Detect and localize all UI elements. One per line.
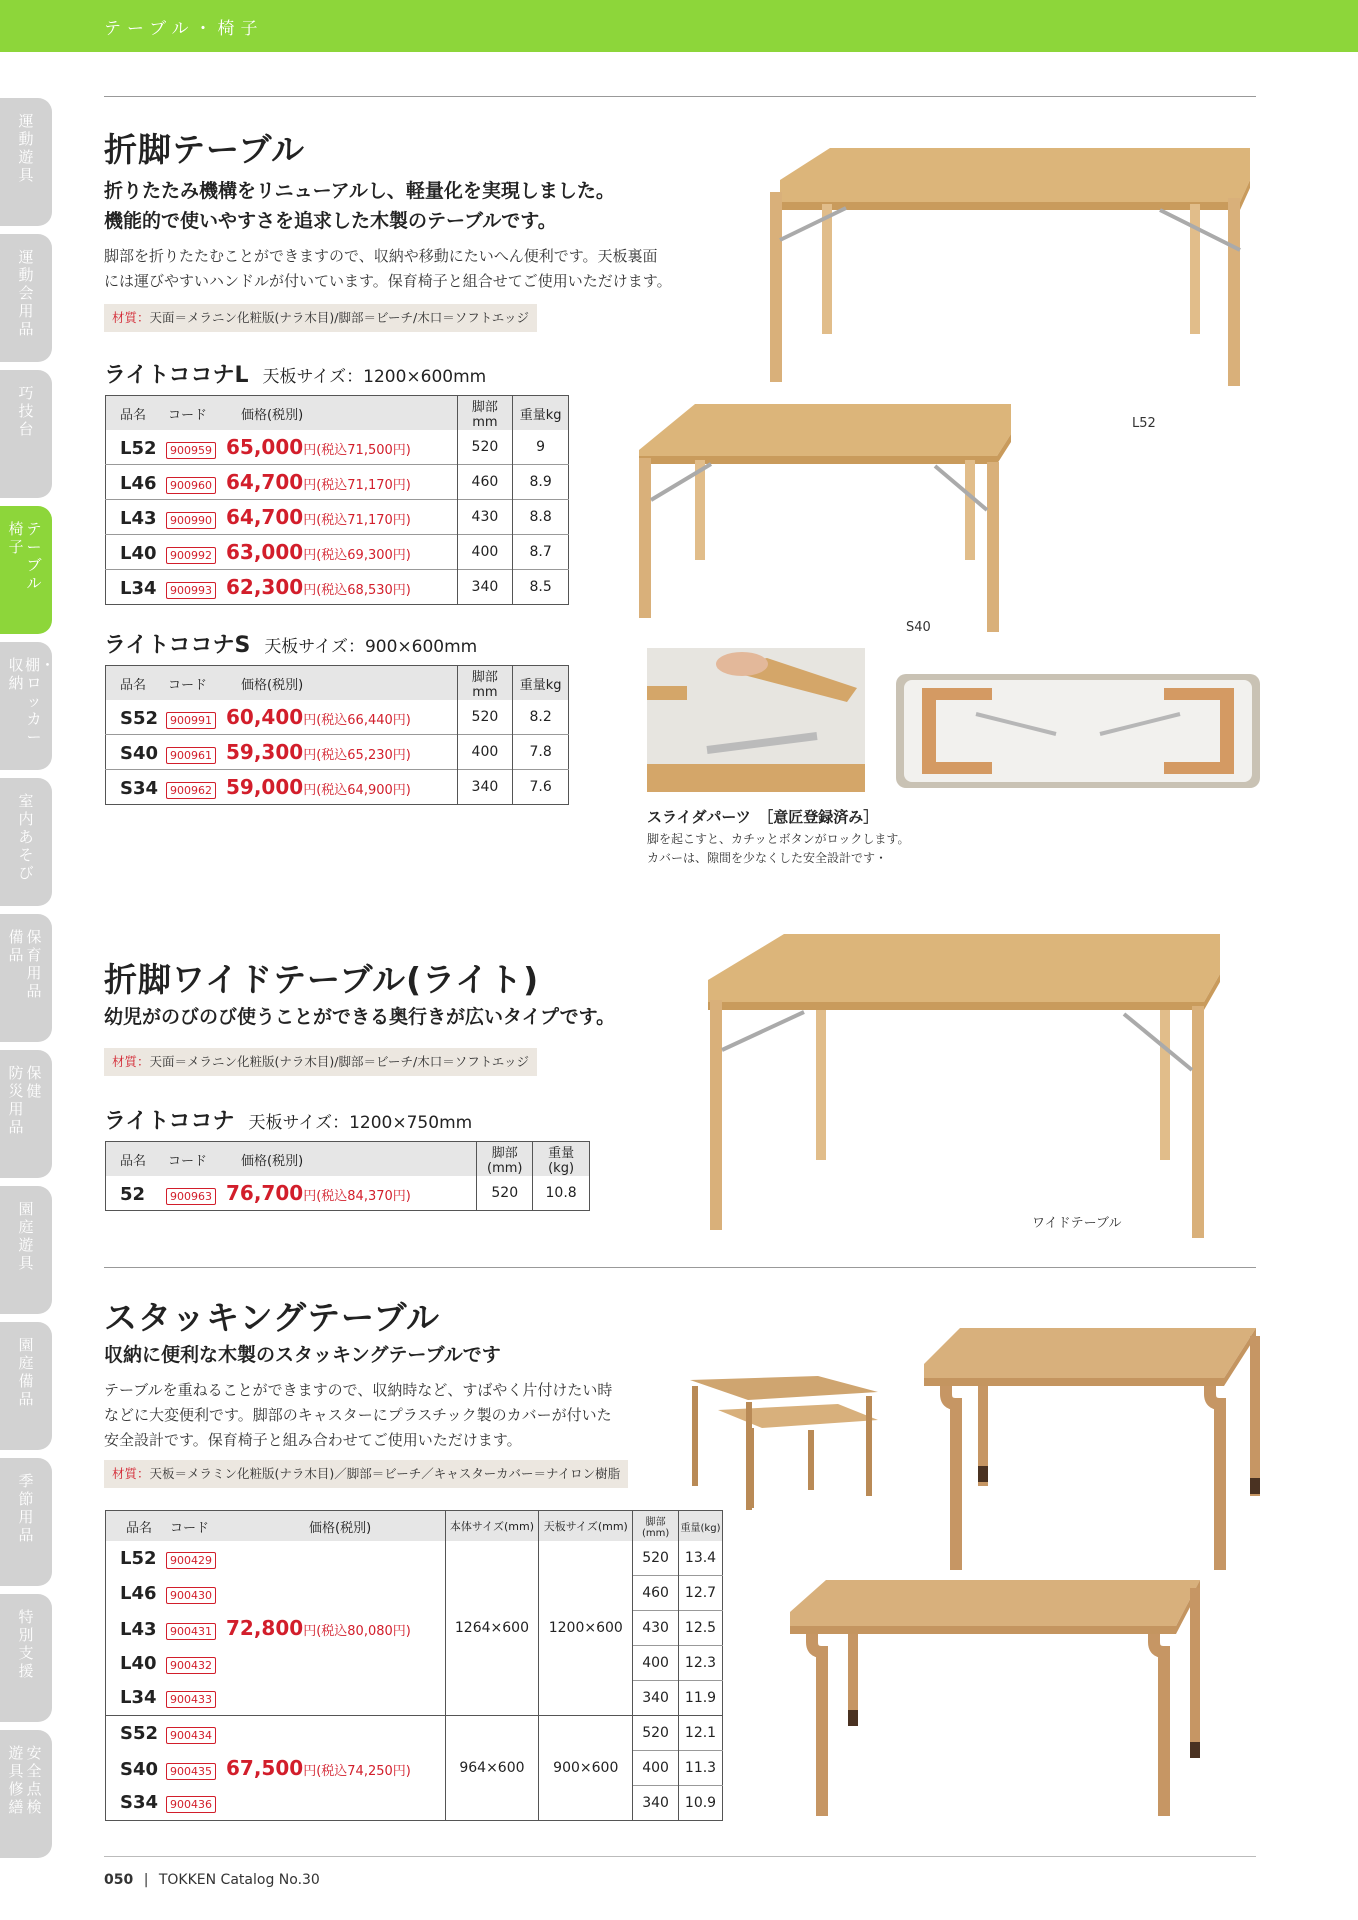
sidebar-tab[interactable] bbox=[0, 1322, 52, 1450]
leg-height: 400 bbox=[633, 1646, 679, 1681]
model-name: L34 bbox=[120, 1687, 157, 1709]
slider-parts-photo-2 bbox=[896, 674, 1260, 788]
header-price: 価格(税別) bbox=[309, 1520, 372, 1536]
model-name: S34 bbox=[120, 1792, 159, 1814]
category-title: テーブル・椅子 bbox=[104, 19, 264, 39]
series-spec: 天板サイズ：1200×750mm bbox=[248, 1113, 473, 1133]
slider-parts-photo-1 bbox=[647, 648, 865, 792]
row-model-code-price bbox=[106, 1611, 446, 1646]
weight: 7.8 bbox=[513, 735, 569, 770]
series-name: ライトココナ bbox=[104, 1109, 235, 1134]
price: 62,300 bbox=[226, 575, 304, 599]
sidebar-tab[interactable] bbox=[0, 1050, 52, 1178]
product-code: 900962 bbox=[166, 782, 216, 799]
price-with-tax: (税込66,440円) bbox=[316, 713, 411, 728]
table-row bbox=[106, 500, 569, 535]
row-model-code-price bbox=[106, 430, 458, 465]
series-title-L bbox=[104, 358, 486, 389]
sidebar-tab-label: 巧技台 bbox=[18, 384, 34, 438]
weight: 12.7 bbox=[679, 1576, 723, 1611]
lead-line: 収納に便利な木製のスタッキングテーブルです bbox=[104, 1344, 501, 1366]
footer-divider bbox=[104, 1856, 1256, 1857]
material-text: 天板＝メラミン化粧版(ナラ木目)／脚部＝ビーチ／キャスターカバー＝ナイロン樹脂 bbox=[149, 1466, 621, 1481]
lead-line-1: 折りたたみ機構をリニューアルし、軽量化を実現しました。 bbox=[104, 180, 615, 202]
header-top-size: 天板サイズ(mm) bbox=[539, 1511, 633, 1542]
model-name: 52 bbox=[120, 1184, 146, 1205]
sidebar-tab[interactable] bbox=[0, 370, 52, 498]
leg-height: 430 bbox=[633, 1611, 679, 1646]
price-yen: 円 bbox=[303, 748, 317, 763]
price-with-tax: (税込71,170円) bbox=[316, 478, 411, 493]
sidebar-tab-label: 運動会用品 bbox=[18, 248, 34, 338]
weight: 8.2 bbox=[513, 700, 569, 735]
wide-table-image bbox=[704, 930, 1224, 1240]
row-model-code-price bbox=[106, 570, 458, 605]
model-name: L46 bbox=[120, 1582, 157, 1604]
price-with-tax: (税込65,230円) bbox=[316, 748, 411, 763]
price-yen: 円 bbox=[303, 1189, 317, 1204]
product-code: 900430 bbox=[166, 1587, 216, 1604]
page-number: 050 bbox=[104, 1872, 134, 1888]
slider-parts-text-1: 脚を起こすと、カチッとボタンがロックします。 bbox=[647, 832, 910, 846]
leg-height: 460 bbox=[633, 1576, 679, 1611]
price: 65,000 bbox=[226, 435, 304, 459]
product-code: 900992 bbox=[166, 547, 216, 564]
leg-height: 520 bbox=[633, 1716, 679, 1751]
row-model-code-price bbox=[106, 535, 458, 570]
sidebar-tab-label: 園庭遊具 bbox=[18, 1200, 34, 1272]
material-note bbox=[104, 1048, 537, 1076]
material-note bbox=[104, 1460, 628, 1488]
sidebar-tab-label: 保健 bbox=[26, 1064, 42, 1100]
price: 76,700 bbox=[226, 1181, 304, 1205]
model-name: L46 bbox=[120, 473, 157, 494]
leg-height: 430 bbox=[457, 500, 513, 535]
series-name: ライトココナL bbox=[104, 363, 249, 388]
price-with-tax: (税込64,900円) bbox=[316, 783, 411, 798]
header-price: 価格(税別) bbox=[241, 677, 304, 693]
table-row bbox=[106, 700, 569, 735]
footer-separator: | bbox=[143, 1872, 149, 1888]
weight: 8.5 bbox=[513, 570, 569, 605]
series-title-S bbox=[104, 628, 477, 659]
spec-table-stacking bbox=[105, 1510, 723, 1821]
price: 60,400 bbox=[226, 705, 304, 729]
page-footer bbox=[104, 1872, 320, 1888]
price-yen: 円 bbox=[303, 1624, 317, 1639]
product-code: 900436 bbox=[166, 1796, 216, 1813]
price-with-tax: (税込69,300円) bbox=[316, 548, 411, 563]
sidebar-tab-label: 季節用品 bbox=[18, 1472, 34, 1544]
header-leg: 脚部(mm) bbox=[477, 1142, 533, 1177]
table-s40-image bbox=[635, 400, 1015, 640]
price-with-tax: (税込84,370円) bbox=[316, 1189, 411, 1204]
leg-height: 340 bbox=[457, 570, 513, 605]
sidebar-tab-label: 椅子 bbox=[8, 520, 24, 556]
table-row bbox=[106, 735, 569, 770]
series-title bbox=[104, 1104, 472, 1135]
model-name: S40 bbox=[120, 743, 159, 764]
price: 67,500 bbox=[226, 1756, 304, 1780]
header-model: 品名 bbox=[120, 407, 147, 423]
sidebar-tab[interactable] bbox=[0, 914, 52, 1042]
row-model-code-price bbox=[106, 1786, 446, 1821]
model-name: L34 bbox=[120, 578, 157, 599]
weight: 13.4 bbox=[679, 1541, 723, 1576]
leg-height: 460 bbox=[457, 465, 513, 500]
sidebar-tab-label: 防災用品 bbox=[8, 1064, 24, 1136]
row-model-code-price bbox=[106, 1576, 446, 1611]
sidebar-tab-label: 収納 bbox=[8, 656, 24, 692]
product-code: 900434 bbox=[166, 1727, 216, 1744]
header-code: コード bbox=[168, 1153, 208, 1169]
weight: 10.8 bbox=[533, 1176, 590, 1211]
weight: 11.3 bbox=[679, 1751, 723, 1786]
image-caption-wide: ワイドテーブル bbox=[1032, 1216, 1122, 1231]
material-label: 材質： bbox=[112, 1466, 150, 1481]
section-title-folding-table: 折脚テーブル bbox=[104, 130, 306, 169]
product-code: 900959 bbox=[166, 442, 216, 459]
sidebar-tab[interactable] bbox=[0, 642, 56, 770]
table-header-row bbox=[106, 396, 569, 431]
header-code: コード bbox=[168, 407, 208, 423]
product-code: 900963 bbox=[166, 1188, 216, 1205]
body-size: 964×600 bbox=[445, 1716, 539, 1821]
product-code: 900991 bbox=[166, 712, 216, 729]
sidebar-tab-label: 特別支援 bbox=[18, 1608, 34, 1680]
body-line-1: テーブルを重ねることができますので、収納時など、すばやく片付けたい時 bbox=[104, 1381, 613, 1399]
model-name: L40 bbox=[120, 1652, 157, 1674]
table-header-row bbox=[106, 1142, 590, 1177]
table-row bbox=[106, 1541, 723, 1576]
row-model-code-price bbox=[106, 1176, 477, 1211]
table-row bbox=[106, 770, 569, 805]
product-code: 900993 bbox=[166, 582, 216, 599]
image-caption-l52: L52 bbox=[1132, 416, 1156, 431]
lead-line-2: 機能的で使いやすさを追求した木製のテーブルです。 bbox=[104, 210, 557, 232]
weight: 8.7 bbox=[513, 535, 569, 570]
weight: 9 bbox=[513, 430, 569, 465]
body-line-2: には運びやすいハンドルが付いています。保育椅子と組合せてご使用いただけます。 bbox=[104, 272, 672, 290]
leg-height: 520 bbox=[457, 700, 513, 735]
sidebar-tab[interactable] bbox=[0, 1186, 52, 1314]
price: 64,700 bbox=[226, 470, 304, 494]
section-title-wide-table: 折脚ワイドテーブル(ライト) bbox=[104, 960, 540, 999]
weight: 12.3 bbox=[679, 1646, 723, 1681]
model-name: S34 bbox=[120, 778, 159, 799]
material-label: 材質： bbox=[112, 310, 150, 325]
row-model-code-price bbox=[106, 1751, 446, 1786]
sidebar-tab-label: 棚・ロッカー bbox=[25, 656, 56, 746]
header-weight: 重量(kg) bbox=[679, 1511, 723, 1542]
series-name: ライトココナS bbox=[104, 633, 251, 658]
sidebar-tab-label: 遊具修繕 bbox=[8, 1744, 24, 1816]
price: 59,000 bbox=[226, 775, 304, 799]
price: 59,300 bbox=[226, 740, 304, 764]
header-model: 品名 bbox=[126, 1520, 153, 1536]
sidebar-tab[interactable] bbox=[0, 234, 52, 362]
price-with-tax: (税込80,080円) bbox=[316, 1624, 411, 1639]
section-title-stacking-table: スタッキングテーブル bbox=[104, 1298, 441, 1337]
sidebar-tab[interactable] bbox=[0, 1594, 52, 1722]
model-name: S52 bbox=[120, 1722, 159, 1744]
weight: 7.6 bbox=[513, 770, 569, 805]
sidebar-tab-label: 運動遊具 bbox=[18, 112, 34, 184]
leg-height: 520 bbox=[477, 1176, 533, 1211]
weight: 12.1 bbox=[679, 1716, 723, 1751]
product-code: 900429 bbox=[166, 1552, 216, 1569]
model-name: L52 bbox=[120, 438, 157, 459]
price: 64,700 bbox=[226, 505, 304, 529]
slider-parts-title: スライダパーツ ［意匠登録済み］ bbox=[647, 808, 879, 826]
row-model-code-price bbox=[106, 770, 458, 805]
leg-height: 400 bbox=[457, 735, 513, 770]
header-model-code-price bbox=[106, 396, 458, 431]
header-weight: 重量kg bbox=[513, 396, 569, 431]
header-weight: 重量(kg) bbox=[533, 1142, 590, 1177]
stacked-tables-image bbox=[688, 1370, 880, 1510]
material-text: 天面＝メラニン化粧版(ナラ木目)/脚部＝ビーチ/木口＝ソフトエッジ bbox=[149, 310, 529, 325]
price-yen: 円 bbox=[303, 583, 317, 598]
product-code: 900961 bbox=[166, 747, 216, 764]
leg-height: 520 bbox=[457, 430, 513, 465]
sidebar-tab-label: 安全点検 bbox=[26, 1744, 42, 1816]
price: 72,800 bbox=[226, 1616, 304, 1640]
product-code: 900431 bbox=[166, 1623, 216, 1640]
section-divider bbox=[104, 96, 1256, 97]
material-label: 材質： bbox=[112, 1054, 150, 1069]
top-size: 900×600 bbox=[539, 1716, 633, 1821]
slider-parts-text-2: カバーは、隙間を少なくした安全設計です・ bbox=[647, 851, 888, 865]
header-leg: 脚部(mm) bbox=[633, 1511, 679, 1542]
price-yen: 円 bbox=[303, 443, 317, 458]
header-leg: 脚部mm bbox=[457, 666, 513, 701]
model-name: L40 bbox=[120, 543, 157, 564]
model-name: S40 bbox=[120, 1759, 159, 1780]
header-price: 価格(税別) bbox=[241, 407, 304, 423]
spec-table-L bbox=[105, 395, 569, 605]
body-size: 1264×600 bbox=[445, 1541, 539, 1716]
price-yen: 円 bbox=[303, 513, 317, 528]
price-with-tax: (税込74,250円) bbox=[316, 1764, 411, 1779]
product-code: 900433 bbox=[166, 1691, 216, 1708]
product-code: 900960 bbox=[166, 477, 216, 494]
sidebar-tab[interactable] bbox=[0, 1730, 52, 1858]
leg-height: 400 bbox=[457, 535, 513, 570]
table-header-row bbox=[106, 666, 569, 701]
sidebar-tab[interactable] bbox=[0, 506, 52, 634]
spec-table-wide bbox=[105, 1141, 590, 1211]
sidebar-tab[interactable] bbox=[0, 1458, 52, 1586]
header-model: 品名 bbox=[120, 1153, 147, 1169]
table-row bbox=[106, 1176, 590, 1211]
leg-height: 340 bbox=[633, 1681, 679, 1716]
body-line-2: などに大変便利です。脚部のキャスターにプラスチック製のカバーが付いた bbox=[104, 1406, 612, 1424]
body-line-1: 脚部を折りたたむことができますので、収納や移動にたいへん便利です。天板裏面 bbox=[104, 247, 658, 265]
model-name: S52 bbox=[120, 708, 159, 729]
section-divider bbox=[104, 1267, 1256, 1268]
spec-table-S bbox=[105, 665, 569, 805]
row-model-code-price bbox=[106, 1681, 446, 1716]
weight: 12.5 bbox=[679, 1611, 723, 1646]
price-yen: 円 bbox=[303, 478, 317, 493]
row-model-code-price bbox=[106, 735, 458, 770]
header-model-code-price bbox=[106, 1511, 446, 1542]
row-model-code-price bbox=[106, 1541, 446, 1576]
row-model-code-price bbox=[106, 700, 458, 735]
product-code: 900990 bbox=[166, 512, 216, 529]
lead-line: 幼児がのびのび使うことができる奥行きが広いタイプです。 bbox=[104, 1006, 616, 1028]
price: 63,000 bbox=[226, 540, 304, 564]
header-code: コード bbox=[170, 1520, 210, 1536]
row-model-code-price bbox=[106, 465, 458, 500]
table-row bbox=[106, 535, 569, 570]
table-l52-image bbox=[750, 140, 1260, 390]
header-leg: 脚部mm bbox=[457, 396, 513, 431]
stacking-table-l-image bbox=[920, 1324, 1260, 1574]
top-size: 1200×600 bbox=[539, 1541, 633, 1716]
leg-height: 340 bbox=[633, 1786, 679, 1821]
model-name: L43 bbox=[120, 1619, 157, 1640]
image-caption-s40: S40 bbox=[906, 620, 931, 635]
material-note bbox=[104, 304, 537, 332]
leg-height: 520 bbox=[633, 1541, 679, 1576]
weight: 8.8 bbox=[513, 500, 569, 535]
table-row bbox=[106, 1716, 723, 1751]
sidebar-tab-label: 園庭備品 bbox=[18, 1336, 34, 1408]
weight: 10.9 bbox=[679, 1786, 723, 1821]
leg-height: 340 bbox=[457, 770, 513, 805]
weight: 11.9 bbox=[679, 1681, 723, 1716]
row-model-code-price bbox=[106, 500, 458, 535]
price-with-tax: (税込71,170円) bbox=[316, 513, 411, 528]
sidebar-tab[interactable] bbox=[0, 778, 52, 906]
price-yen: 円 bbox=[303, 1764, 317, 1779]
catalog-name: TOKKEN Catalog No.30 bbox=[158, 1872, 320, 1888]
stacking-table-s-image bbox=[786, 1576, 1206, 1822]
sidebar-tab-label: 保育用品 bbox=[26, 928, 42, 1000]
table-row bbox=[106, 430, 569, 465]
row-model-code-price bbox=[106, 1646, 446, 1681]
table-header-row bbox=[106, 1511, 723, 1542]
category-header-bar bbox=[0, 0, 1358, 52]
model-name: L43 bbox=[120, 508, 157, 529]
header-code: コード bbox=[168, 677, 208, 693]
product-code: 900435 bbox=[166, 1763, 216, 1780]
leg-height: 400 bbox=[633, 1751, 679, 1786]
table-row bbox=[106, 570, 569, 605]
sidebar-tab-label: 室内あそび bbox=[18, 792, 34, 882]
product-code: 900432 bbox=[166, 1657, 216, 1674]
price-with-tax: (税込68,530円) bbox=[316, 583, 411, 598]
model-name: L52 bbox=[120, 1547, 157, 1569]
price-with-tax: (税込71,500円) bbox=[316, 443, 411, 458]
header-model-code-price bbox=[106, 1142, 477, 1177]
header-weight: 重量kg bbox=[513, 666, 569, 701]
series-spec: 天板サイズ：1200×600mm bbox=[262, 367, 487, 387]
price-yen: 円 bbox=[303, 548, 317, 563]
material-text: 天面＝メラニン化粧版(ナラ木目)/脚部＝ビーチ/木口＝ソフトエッジ bbox=[149, 1054, 529, 1069]
sidebar-tab-label: テーブル bbox=[26, 520, 42, 592]
sidebar-tab-label: 備品 bbox=[8, 928, 24, 964]
price-yen: 円 bbox=[303, 783, 317, 798]
table-row bbox=[106, 465, 569, 500]
row-model-code-price bbox=[106, 1716, 446, 1751]
weight: 8.9 bbox=[513, 465, 569, 500]
price-yen: 円 bbox=[303, 713, 317, 728]
sidebar-tab[interactable] bbox=[0, 98, 52, 226]
header-body-size: 本体サイズ(mm) bbox=[445, 1511, 539, 1542]
header-price: 価格(税別) bbox=[241, 1153, 304, 1169]
header-model-code-price bbox=[106, 666, 458, 701]
series-spec: 天板サイズ：900×600mm bbox=[264, 637, 478, 657]
body-line-3: 安全設計です。保育椅子と組み合わせてご使用いただけます。 bbox=[104, 1431, 522, 1449]
header-model: 品名 bbox=[120, 677, 147, 693]
